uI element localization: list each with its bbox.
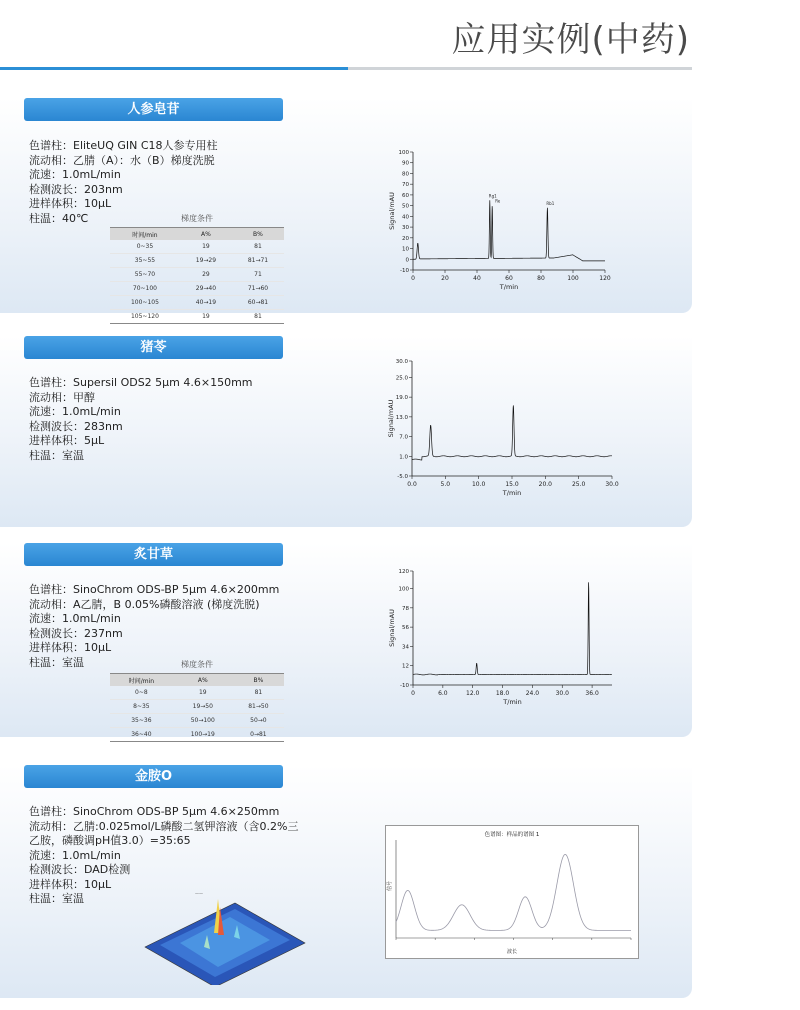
peak-label: Rg1 <box>488 193 497 199</box>
x-tick-label: 20.0 <box>538 481 553 488</box>
x-tick-label: 40 <box>473 275 481 282</box>
y-axis-label: Signal/mAU <box>387 399 395 438</box>
x-tick-label: 0.0 <box>407 481 417 488</box>
x-axis-label: T/min <box>499 283 519 291</box>
col-header: 时间/min <box>110 228 180 241</box>
cell: 81 <box>232 240 284 254</box>
x-tick-label: 10.0 <box>471 481 486 488</box>
cell: 0~8 <box>110 686 173 700</box>
y-tick-label: 13.0 <box>395 414 408 421</box>
y-tick-label: 100 <box>398 586 409 593</box>
cell: 0~35 <box>110 240 180 254</box>
table-row <box>110 728 284 742</box>
series-line <box>413 200 605 261</box>
spec-item: 流速：1.0mL/min <box>29 848 121 862</box>
spec-item: 柱温：室温 <box>29 448 84 462</box>
peak-label: Rb1 <box>546 200 555 206</box>
x-tick-label: 6.0 <box>438 690 448 697</box>
x-tick-label: 25.0 <box>571 481 586 488</box>
col-header: A% <box>180 228 232 241</box>
col-header: A% <box>173 674 233 687</box>
x-tick-label: 20 <box>441 275 449 282</box>
panel-header: 人参皂苷 <box>24 98 283 121</box>
y-tick-label: 10 <box>402 246 409 253</box>
y-tick-label: 34 <box>402 644 409 651</box>
y-axis-label: Signal/mAU <box>388 609 396 647</box>
cell: 19→50 <box>173 700 233 714</box>
spec-item: 色谱柱：SinoChrom ODS-BP 5μm 4.6×200mm <box>29 583 280 596</box>
y-tick-label: 56 <box>402 625 409 632</box>
spec-list <box>29 376 253 463</box>
y-tick-label: 50 <box>402 203 409 210</box>
panel-header: 金胺O <box>24 765 283 788</box>
cell: 29→40 <box>180 282 232 296</box>
x-tick-label: 60 <box>505 275 513 282</box>
series-line <box>412 405 612 460</box>
dad-3d-surface-image <box>140 885 310 989</box>
cell: 81 <box>233 686 284 700</box>
panel-header: 猪苓 <box>24 336 283 359</box>
y-tick-label: 80 <box>402 171 409 178</box>
cell: 19 <box>180 310 232 324</box>
y-tick-label: 1.0 <box>399 454 408 461</box>
spec-item: 检测波长：237nm <box>29 626 123 640</box>
series-line <box>396 854 631 930</box>
series-line <box>413 582 612 675</box>
x-tick-label: 24.0 <box>525 690 540 697</box>
spec-item: 流速：1.0mL/min <box>29 168 121 181</box>
cell: 40→19 <box>180 296 232 310</box>
cell: 35~55 <box>110 254 180 268</box>
x-tick-label: 80 <box>537 275 545 282</box>
cell: 50→0 <box>233 714 284 728</box>
cell: 36~40 <box>110 728 173 742</box>
x-tick-label: 36.0 <box>585 690 599 697</box>
y-tick-label: 120 <box>398 569 409 575</box>
table-row <box>110 714 284 728</box>
cell: 50→100 <box>173 714 233 728</box>
table-row <box>110 240 284 254</box>
x-axis-label: T/min <box>502 489 522 497</box>
cell: 81→71 <box>232 254 284 268</box>
title-divider-accent <box>0 67 348 70</box>
panel-licorice <box>0 543 692 737</box>
chromatogram-3 <box>385 565 625 730</box>
cell: 71 <box>232 268 284 282</box>
x-tick-label: 30.0 <box>605 481 619 488</box>
table-row <box>110 700 284 714</box>
y-tick-label: 100 <box>398 150 409 156</box>
cell: 35~36 <box>110 714 173 728</box>
gradient-caption: 梯度条件 <box>181 214 213 223</box>
dad-spectrum-chart <box>385 825 639 959</box>
col-header: B% <box>233 674 284 687</box>
gradient-table <box>110 659 284 742</box>
cell: 70~100 <box>110 282 180 296</box>
spec-item: 色谱柱：SinoChrom ODS-BP 5μm 4.6×250mm <box>29 805 280 818</box>
x-tick-label: 0 <box>411 275 415 282</box>
cell: 60→81 <box>232 296 284 310</box>
spec-item: 检测波长：DAD检测 <box>29 863 131 876</box>
gradient-table <box>110 213 284 324</box>
cell: 71→60 <box>232 282 284 296</box>
y-axis-label: Signal/mAU <box>388 192 396 230</box>
table-row <box>110 268 284 282</box>
spec-item: 流速：1.0mL/min <box>29 612 121 625</box>
gradient-caption: 梯度条件 <box>181 660 213 669</box>
y-axis-label: 信号 <box>387 880 393 892</box>
cell: 29 <box>180 268 232 282</box>
x-tick-label: 120 <box>599 275 611 282</box>
x-tick-label: 18.0 <box>495 690 510 697</box>
panel-auramine <box>0 765 692 998</box>
spec-item: 流动相：乙腈（A）：水（B）梯度洗脱 <box>29 153 215 167</box>
x-axis-label: 波长 <box>506 949 518 955</box>
spec-list <box>29 583 279 670</box>
spec-item: 柱温：室温 <box>29 892 84 905</box>
spec-item: 色谱柱：Supersil ODS2 5μm 4.6×150mm <box>29 376 253 389</box>
y-tick-label: -5.0 <box>397 474 408 480</box>
col-header: B% <box>232 228 284 241</box>
y-tick-label: 60 <box>402 192 409 199</box>
cell: 55~70 <box>110 268 180 282</box>
y-tick-label: 90 <box>402 160 409 167</box>
spec-item: 流动相：A乙腈，B 0.05%磷酸溶液 (梯度洗脱) <box>29 597 260 611</box>
spec-item: 进样体积：10μL <box>29 877 112 891</box>
x-tick-label: 5.0 <box>440 481 451 488</box>
cell: 105~120 <box>110 310 180 324</box>
spec-item: 柱温：室温 <box>29 655 84 669</box>
cell: 19 <box>180 240 232 254</box>
table-row <box>110 254 284 268</box>
y-tick-label: 25.0 <box>395 375 408 382</box>
y-tick-label: -10 <box>400 683 409 689</box>
cell: 0→81 <box>233 728 284 742</box>
y-tick-label: 19.0 <box>395 395 408 402</box>
table-row <box>110 282 284 296</box>
y-tick-label: 78 <box>402 605 409 612</box>
table-row <box>110 686 284 700</box>
y-tick-label: 30 <box>402 225 409 232</box>
spec-item: 流动相：甲醇 <box>29 390 95 404</box>
cell: 100~105 <box>110 296 180 310</box>
table-row <box>110 296 284 310</box>
x-tick-label: 0 <box>411 690 415 697</box>
spec-item: 色谱柱：EliteUQ GIN C18人参专用柱 <box>29 139 218 152</box>
y-tick-label: 40 <box>402 214 409 221</box>
chromatogram-2 <box>385 356 625 516</box>
peak-label: Re <box>495 198 501 204</box>
x-axis-label: T/min <box>503 698 522 706</box>
y-tick-label: -10 <box>400 268 409 274</box>
x-tick-label: 30.0 <box>555 690 569 697</box>
table-row <box>110 310 284 324</box>
page-title: 应用实例(中药) <box>451 20 690 60</box>
svg-text:——: —— <box>195 891 203 896</box>
panel-ginsenoside <box>0 98 692 320</box>
cell: 8~35 <box>110 700 173 714</box>
spec-item: 流动相：乙腈:0.025mol/L磷酸二氢钾溶液（含0.2%三 <box>29 819 299 833</box>
cell: 19→29 <box>180 254 232 268</box>
cell: 100→19 <box>173 728 233 742</box>
spec-item: 柱温：40℃ <box>29 211 89 225</box>
spec-item: 进样体积：10μL <box>29 641 112 654</box>
spec-item: 乙胺，磷酸调pH值3.0）=35:65 <box>29 834 191 847</box>
x-tick-label: 15.0 <box>505 481 519 488</box>
col-header: 时间/min <box>110 674 173 687</box>
chart-title: 色谱图：样品的谱图 1 <box>484 832 540 838</box>
spec-item: 检测波长：203nm <box>29 182 123 196</box>
y-tick-label: 7.0 <box>399 434 408 441</box>
x-tick-label: 12.0 <box>466 690 480 697</box>
y-tick-label: 0 <box>405 257 409 264</box>
cell: 81→50 <box>233 700 284 714</box>
spec-item: 进样体积：10μL <box>29 197 112 210</box>
spec-item: 进样体积：5μL <box>29 434 105 447</box>
spec-item: 流速：1.0mL/min <box>29 405 121 418</box>
y-tick-label: 70 <box>402 182 409 189</box>
y-tick-label: 30.0 <box>395 359 408 365</box>
y-tick-label: 12 <box>402 663 409 670</box>
panel-polyporus <box>0 336 692 527</box>
y-tick-label: 20 <box>402 235 409 242</box>
panel-header: 炙甘草 <box>24 543 283 566</box>
cell: 81 <box>232 310 284 324</box>
x-tick-label: 100 <box>567 275 579 282</box>
spec-item: 检测波长：283nm <box>29 419 123 433</box>
chromatogram-1 <box>385 142 615 297</box>
cell: 19 <box>173 686 233 700</box>
